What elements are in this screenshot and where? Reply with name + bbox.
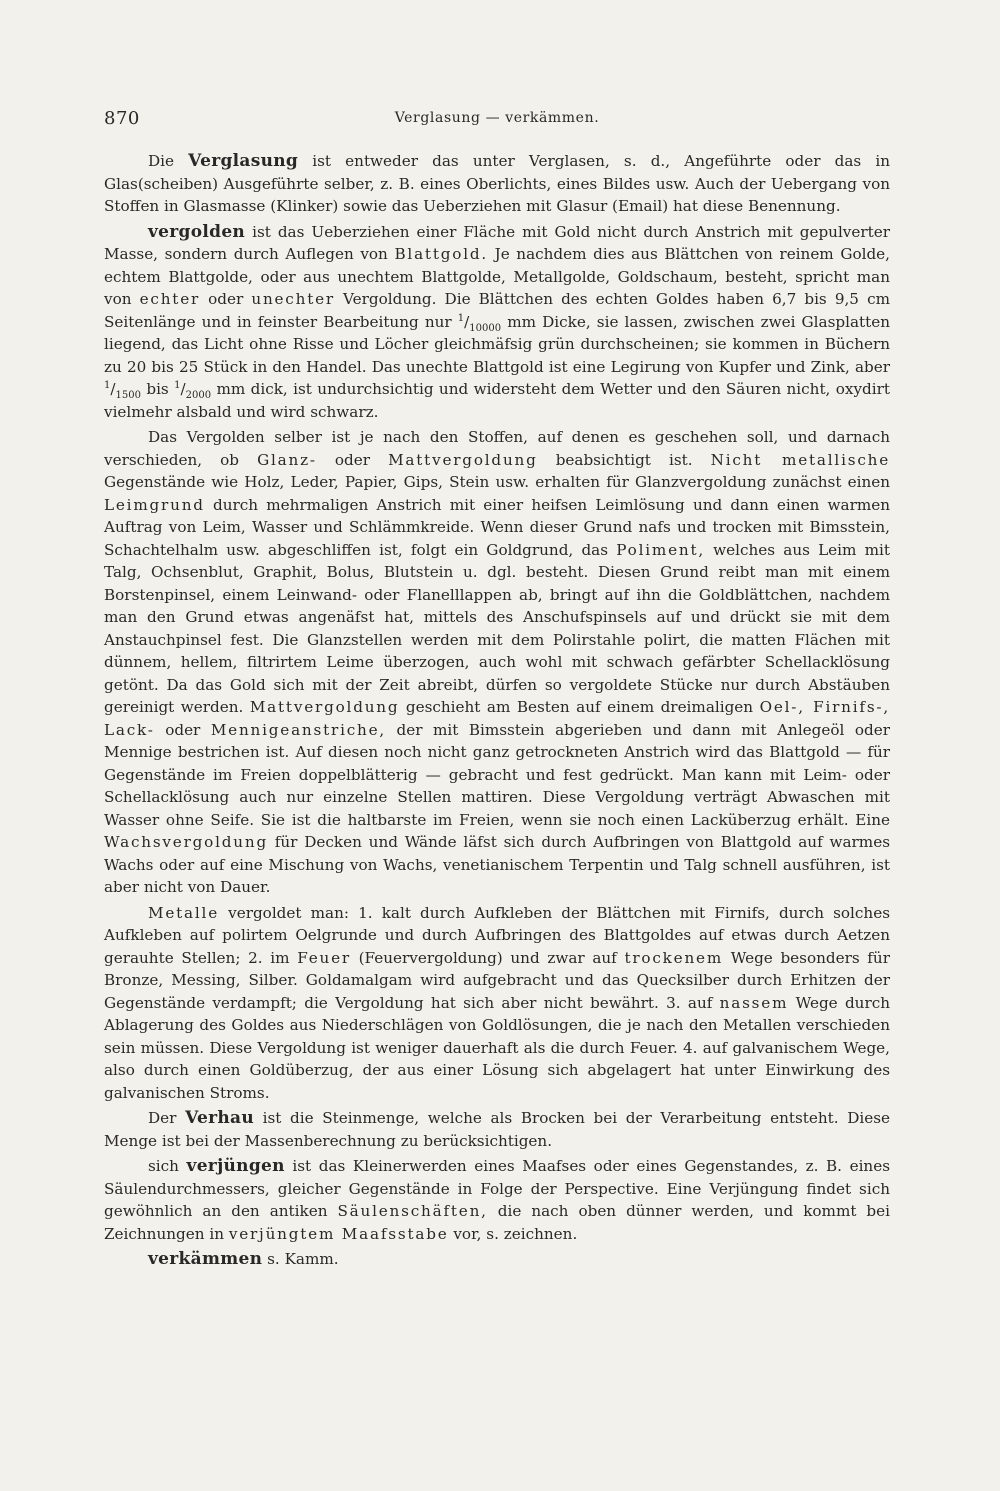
entry-prefix: sich [148,1157,187,1175]
entry-term: verkämmen [148,1249,263,1269]
entry-text: der mit Bimsstein abgerieben und dann mit Anlegeöl oder Mennige bestrichen ist. Auf diesen noch nicht ganz getrockneten Anstrich wird das Blattgold — für Gegenstände im Freien doppelblätterig — gebracht und fest gedrückt. Man kann mit Leim- oder Schellacklösung auch nur einzelne Stellen mattiren. Diese Vergoldung verträgt Abwaschen mit Wasser ohne Seife. Sie ist die haltbarste im Freien, wenn sie noch einen Lacküberzug erhält. Eine [104,720,890,829]
entry-term: Verglasung [188,151,299,171]
entry-text: Je nachdem dies aus Blättchen von reinem Golde, echtem Blattgolde, oder aus unechtem Blattgolde, Metallgolde, Goldschaum, besteht, spricht man von [104,245,890,308]
entry-text: vergoldet man: 1. kalt durch Aufkleben der Blättchen mit Firnifs, durch solches Aufkleben auf polirtem Oelgrunde und durch Aufbringen des Blattgoldes auf etwas durch Aetzen gerauhte Stellen; 2. im [104,903,890,967]
fraction-numerator: 1 [174,379,181,391]
entry-text: mm dick, ist undurchsichtig und widersteht dem Wetter und den Säuren nicht, oxydirt vielmehr alsbald und wird schwarz. [104,380,890,421]
fraction-denominator: 1500 [115,390,141,402]
spaced-term: Oel-, Firnifs-, Lack- [104,698,890,739]
spaced-term: Mennigeanstriche, [210,720,387,739]
entry-text: vor, s. zeichnen. [448,1224,578,1243]
entry-text: (Feuervergoldung) und zwar auf [350,948,625,967]
spaced-term: Mattvergoldung [388,450,538,469]
spaced-term: Mattvergoldung [249,698,400,716]
entry-text: Vergoldung. Die Blättchen des echten Goldes haben 6,7 bis 9,5 cm Seitenlänge und in feinster Bearbeitung nur [104,290,890,331]
entry-text: Wege durch Ablagerung des Goldes aus Niederschlägen von Goldlösungen, die je nach den Metallen verschieden sein müssen. Diese Vergoldung ist weniger dauerhaft als die durch Feuer. 4. auf galvanischem Wege, also durch einen Goldüberzug, der aus einer Lösung sich abgelagert hat unter Einwirkung des galvanischen Stroms. [104,993,890,1102]
entry-text: mm Dicke, sie lassen, zwischen zwei Glasplatten liegend, das Licht ohne Risse und Löcher gleichmäfsig grün durchscheinen; sie kommen in Büchern zu 20 bis 25 Stück in den Handel. Das unechte Blattgold ist eine Legirung von Kupfer und Zink, aber [104,312,890,376]
spaced-term: Säulenschäften, [337,1202,488,1220]
fraction-numerator: 1 [104,379,111,391]
entry-text: durch mehrmaligen Anstrich mit einer heifsen Leimlösung und dann einen warmen Auftrag von Leim, Wasser und Schlämmkreide. Wenn dieser Grund nafs und trocken mit Bimsstein, Schachtelhalm usw. abgeschliffen ist, folgt ein Goldgrund, das [104,495,890,559]
entry-text: oder [316,450,389,469]
entry-text: ist entweder das unter Verglasen, s. d., Angeführte oder das in Glas(scheiben) Ausgeführte selber, z. B. eines Oberlichts, eines Bildes usw. Auch der Uebergang von Stoffen in Glasmasse (Klinker) sowie das Ueberziehen mit Glasur (Email) hat diese Benennung. [104,152,890,215]
page-number: 870 [104,108,140,129]
entry-vergolden: vergolden ist das Ueberziehen einer Fläche mit Gold nicht durch Anstrich mit gepulverter Masse, sondern durch Auflegen von Blattgold. Je nachdem dies aus Blättchen von reinem Golde, echtem Blattgolde, oder aus unechtem Blattgolde, Metallgolde, Goldschaum, besteht, spricht man von echter oder unechter Vergoldung. Die Blättchen des echten Goldes haben 6,7 bis 9,5 cm Seitenlänge und in feinster Bearbeitung nur $^1/_{10000}$ mm Dicke, sie lassen, zwischen zwei Glasplatten liegend, das Licht ohne Risse und Löcher gleichmäfsig grün durchscheinen; sie kommen in Büchern zu 20 bis 25 Stück in den Handel. Das unechte Blattgold ist eine Legirung von Kupfer und Zink, aber $^1/_{1500}$ bis $^1/_{2000}$ mm dick, ist undurchsichtig und widersteht dem Wetter und den Säuren nicht, oxydirt vielmehr alsbald und wird schwarz. [104,221,890,421]
spaced-term: verjüngtem Maafsstabe [228,1224,449,1243]
spaced-term: nassem [719,993,789,1012]
entry-term: Verhau [185,1108,255,1128]
spaced-term: Blattgold. [394,245,489,263]
entry-prefix: Die [148,152,189,170]
entry-term: verjüngen [186,1156,285,1176]
entry-text: für Decken und Wände läfst sich durch Aufbringen von Blattgold auf warmes Wachs oder auf eine Mischung von Wachs, venetianischem Terpentin und Talg schnell ausführen, ist aber nicht von Dauer. [104,833,890,896]
spaced-term: Leimgrund [104,495,205,514]
entry-text: Wege besonders für Bronze, Messing, Silber. Goldamalgam wird aufgebracht und das Quecksilber durch Erhitzen der Gegenstände verdampft; die Vergoldung hat sich aber nicht bewährt. 3. auf [104,948,890,1012]
entry-text: geschieht am Besten auf einem dreimaligen [399,698,760,716]
page-header [104,108,890,132]
entry-text: bis [140,380,175,398]
entry-text: oder [200,290,252,308]
spaced-term: Wachsvergoldung [104,833,268,851]
entry-text: ist die Steinmenge, welche als Brocken bei der Verarbeitung entsteht. Diese Menge ist bei der Massenberechnung zu berücksichtigen. [104,1109,890,1150]
spaced-term: Poliment, [616,540,705,559]
entry-text: ist das Ueberziehen einer Fläche mit Gold nicht durch Anstrich mit gepulverter Masse, sondern durch Auflegen von [104,222,890,263]
entry-verglasung [104,150,890,218]
spaced-term: Metalle [148,903,219,922]
spaced-term: Nicht metallische [710,450,890,469]
entry-text: die nach oben dünner werden, und kommt bei Zeichnungen in [104,1202,891,1243]
paragraph-vergolden-methods [104,426,890,899]
entry-text: Das Vergolden selber ist je nach den Stoffen, auf denen es geschehen soll, und darnach verschieden, ob [104,428,890,469]
spaced-term: unechter [251,290,335,308]
entry-term: vergolden [148,221,246,242]
paragraph-metalle [104,902,890,1105]
spaced-term: Feuer [297,948,351,967]
fraction-numerator: 1 [457,312,465,324]
entry-prefix: Der [148,1109,186,1127]
entry-text: beabsichtigt ist. [537,450,711,469]
dictionary-body [104,150,890,1274]
spaced-term: trockenem [624,948,724,967]
entry-text: s. Kamm. [262,1250,339,1268]
entry-verkaemmen [104,1248,890,1271]
spaced-term: Glanz- [257,450,317,469]
entry-verjuengen [104,1155,890,1245]
entry-text: ist das Kleinerwerden eines Maafses oder eines Gegenstandes, z. B. eines Säulendurchmessers, gleicher Gegenstände in Folge der Perspective. Eine Verjüngung findet sich gewöhnlich an den antiken [104,1157,890,1220]
entry-verhau [104,1107,890,1152]
spaced-term: echter [139,290,201,308]
running-title: Verglasung — verkämmen. [394,110,600,126]
entry-text: welches aus Leim mit Talg, Ochsenblut, Graphit, Bolus, Blutstein u. dgl. besteht. Diesen Grund reibt man mit einem Borstenpinsel, einem Leinwand- oder Flanelllappen ab, bringt auf ihn die Goldblättchen, nachdem man den Grund etwas angenäfst hat, mittels des Anschufspinsels auf und drückt sie mit dem Anstauchpinsel fest. Die Glanzstellen werden mit dem Polirstahle polirt, die matten Flächen mit dünnem, hellem, filtrirtem Leime überzogen, auch wohl mit schwach gefärbter Schellacklösung getönt. Da das Gold sich mit der Zeit abreibt, dürfen so vergoldete Stücke nur durch Abstäuben gereinigt werden. [104,540,890,716]
entry-text: oder [154,720,211,739]
fraction-denominator: 2000 [185,390,212,402]
entry-text: Gegenstände wie Holz, Leder, Papier, Gips, Stein usw. erhalten für Glanzvergoldung zunächst einen [104,473,890,491]
fraction-denominator: 10000 [469,322,502,334]
